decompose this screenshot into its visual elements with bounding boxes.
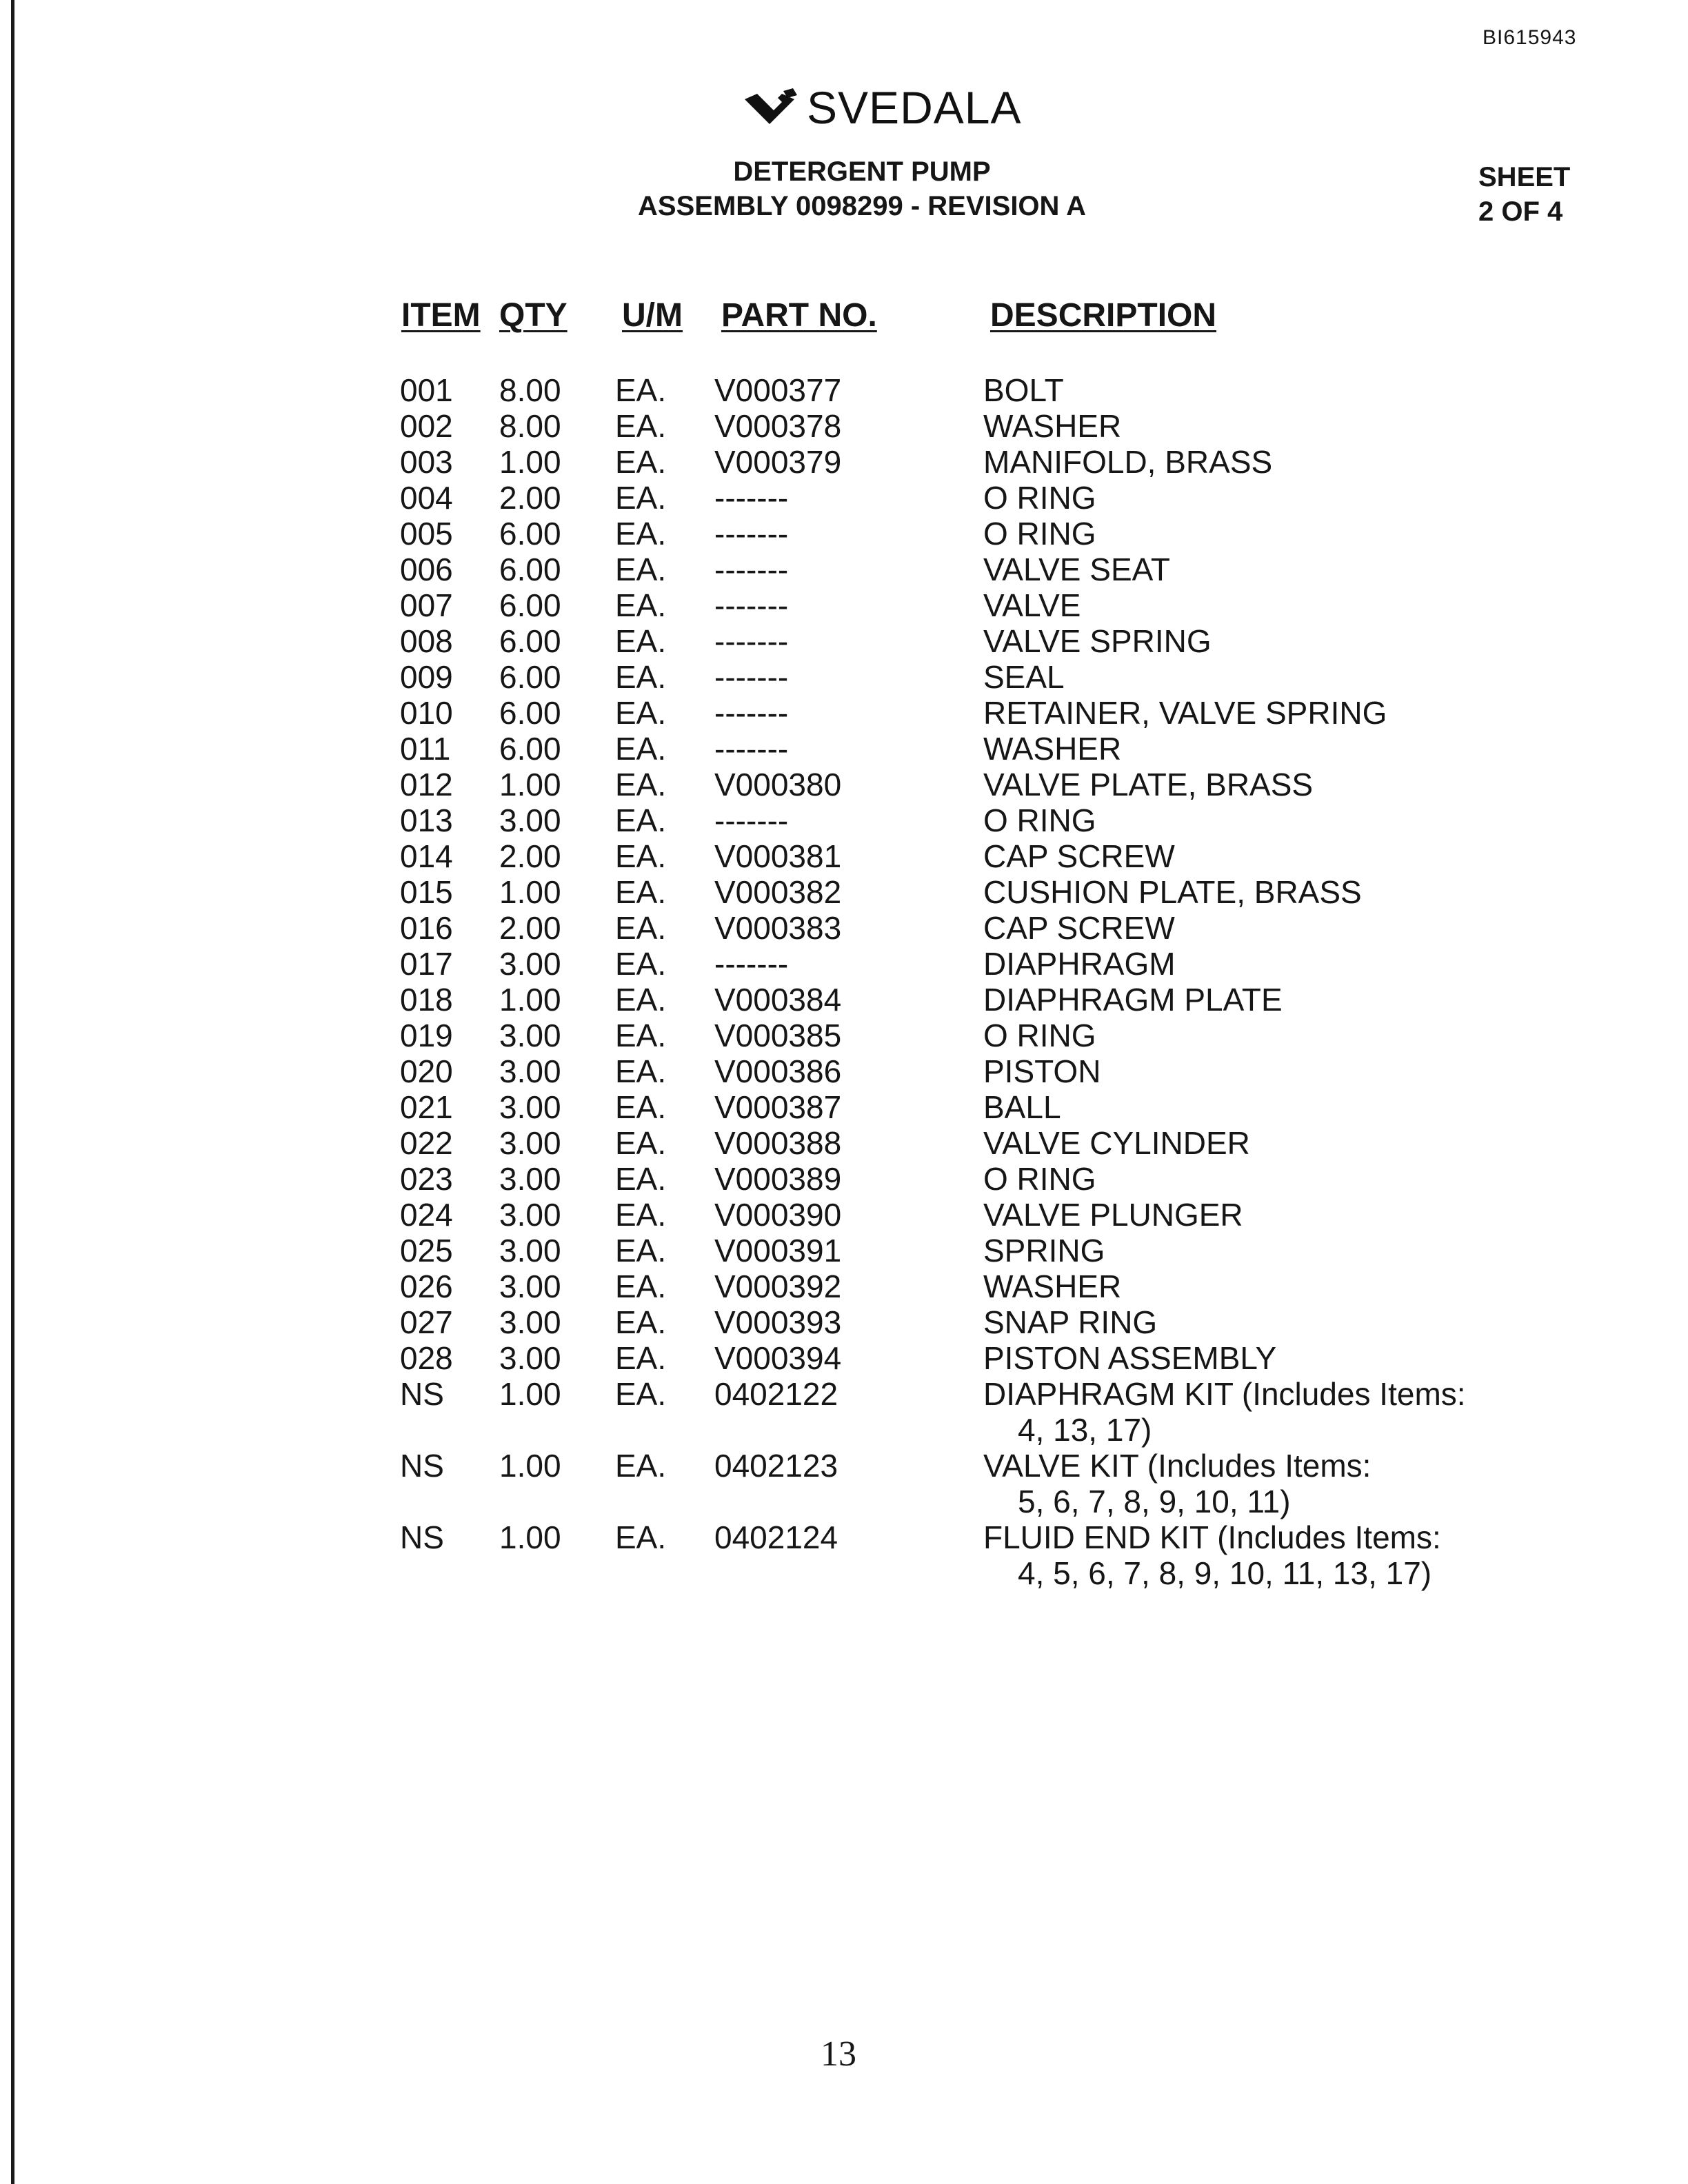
description-cell: SPRING	[983, 1233, 1105, 1268]
part-no-cell: -------	[714, 946, 789, 982]
description-cell: VALVE KIT (Includes Items:	[983, 1448, 1372, 1484]
part-no-cell: V000382	[714, 874, 842, 910]
item-cell: 011	[400, 731, 451, 767]
part-no-cell: -------	[714, 480, 789, 516]
table-row	[0, 1268, 1688, 1304]
table-row	[0, 802, 1688, 838]
item-cell: 027	[400, 1304, 453, 1340]
um-cell: EA.	[615, 372, 667, 408]
description-cell: MANIFOLD, BRASS	[983, 444, 1273, 480]
qty-cell: 3.00	[499, 1233, 561, 1268]
description-cell: DIAPHRAGM PLATE	[983, 982, 1283, 1018]
qty-cell: 3.00	[499, 802, 561, 838]
table-row	[0, 946, 1688, 982]
header-qty: QTY	[499, 297, 567, 334]
description-cell: VALVE SEAT	[983, 552, 1170, 587]
um-cell: EA.	[615, 623, 667, 659]
description-cell: FLUID END KIT (Includes Items:	[983, 1519, 1441, 1555]
item-cell: 023	[400, 1161, 453, 1197]
part-no-cell: -------	[714, 587, 789, 623]
item-cell: 021	[400, 1089, 453, 1125]
part-no-cell: V000387	[714, 1089, 842, 1125]
um-cell: EA.	[615, 982, 667, 1018]
title-line-1: DETERGENT PUMP	[733, 156, 991, 187]
table-row	[0, 623, 1688, 659]
description-cell: WASHER	[983, 408, 1122, 444]
part-no-cell: -------	[714, 552, 789, 587]
part-no-cell: V000383	[714, 910, 842, 946]
um-cell: EA.	[615, 802, 667, 838]
qty-cell: 6.00	[499, 695, 561, 731]
table-row	[0, 1304, 1688, 1340]
part-no-cell: 0402124	[714, 1519, 838, 1555]
table-row	[0, 1233, 1688, 1268]
item-cell: 025	[400, 1233, 453, 1268]
um-cell: EA.	[615, 1268, 667, 1304]
part-no-cell: -------	[714, 659, 789, 695]
part-no-cell: V000390	[714, 1197, 842, 1233]
qty-cell: 3.00	[499, 1161, 561, 1197]
part-no-cell: V000392	[714, 1268, 842, 1304]
item-cell: 024	[400, 1197, 453, 1233]
um-cell: EA.	[615, 480, 667, 516]
item-cell: 022	[400, 1125, 453, 1161]
item-cell: 006	[400, 552, 453, 587]
um-cell: EA.	[615, 1053, 667, 1089]
qty-cell: 3.00	[499, 1340, 561, 1376]
part-no-cell: V000386	[714, 1053, 842, 1089]
um-cell: EA.	[615, 767, 667, 802]
item-cell: 013	[400, 802, 453, 838]
description-cell: O RING	[983, 516, 1096, 552]
description-continuation: 5, 6, 7, 8, 9, 10, 11)	[1018, 1484, 1291, 1519]
item-cell: 002	[400, 408, 453, 444]
qty-cell: 2.00	[499, 910, 561, 946]
table-row	[0, 372, 1688, 408]
part-no-cell: V000388	[714, 1125, 842, 1161]
item-cell: 015	[400, 874, 453, 910]
table-row	[0, 874, 1688, 910]
description-cell: PISTON	[983, 1053, 1101, 1089]
part-no-cell: V000378	[714, 408, 842, 444]
qty-cell: 6.00	[499, 659, 561, 695]
part-no-cell: V000391	[714, 1233, 842, 1268]
item-cell: 017	[400, 946, 453, 982]
um-cell: EA.	[615, 1125, 667, 1161]
header-description: DESCRIPTION	[990, 297, 1217, 334]
table-row	[0, 587, 1688, 623]
um-cell: EA.	[615, 874, 667, 910]
um-cell: EA.	[615, 1304, 667, 1340]
parts-table	[0, 372, 1688, 1591]
qty-cell: 8.00	[499, 372, 561, 408]
item-cell: NS	[400, 1519, 444, 1555]
part-no-cell: -------	[714, 695, 789, 731]
table-row	[0, 767, 1688, 802]
table-row	[0, 1448, 1688, 1519]
description-cell: O RING	[983, 1018, 1096, 1053]
um-cell: EA.	[615, 1340, 667, 1376]
sheet-label: SHEET	[1478, 162, 1571, 192]
header-um: U/M	[622, 297, 683, 334]
um-cell: EA.	[615, 1161, 667, 1197]
svedala-logo-icon	[742, 87, 805, 128]
table-row	[0, 1340, 1688, 1376]
logo-wordmark: SVEDALA	[807, 82, 1022, 133]
table-row	[0, 1161, 1688, 1197]
document-title	[621, 154, 1103, 223]
um-cell: EA.	[615, 1376, 667, 1412]
title-line-2: ASSEMBLY 0098299 - REVISION A	[638, 191, 1086, 221]
table-row	[0, 1125, 1688, 1161]
description-continuation: 4, 5, 6, 7, 8, 9, 10, 11, 13, 17)	[1018, 1555, 1432, 1591]
table-row	[0, 516, 1688, 552]
item-cell: NS	[400, 1376, 444, 1412]
part-no-cell: V000394	[714, 1340, 842, 1376]
um-cell: EA.	[615, 516, 667, 552]
um-cell: EA.	[615, 552, 667, 587]
um-cell: EA.	[615, 910, 667, 946]
item-cell: 016	[400, 910, 453, 946]
table-row	[0, 1519, 1688, 1591]
um-cell: EA.	[615, 408, 667, 444]
qty-cell: 1.00	[499, 444, 561, 480]
part-no-cell: -------	[714, 802, 789, 838]
qty-cell: 3.00	[499, 946, 561, 982]
document-id: BI615943	[1483, 26, 1577, 49]
description-cell: CUSHION PLATE, BRASS	[983, 874, 1362, 910]
item-cell: 014	[400, 838, 453, 874]
qty-cell: 6.00	[499, 731, 561, 767]
description-cell: SEAL	[983, 659, 1065, 695]
qty-cell: 6.00	[499, 516, 561, 552]
qty-cell: 6.00	[499, 623, 561, 659]
description-cell: VALVE CYLINDER	[983, 1125, 1250, 1161]
description-cell: VALVE SPRING	[983, 623, 1212, 659]
qty-cell: 1.00	[499, 874, 561, 910]
description-cell: VALVE PLATE, BRASS	[983, 767, 1314, 802]
description-cell: SNAP RING	[983, 1304, 1158, 1340]
part-no-cell: V000379	[714, 444, 842, 480]
item-cell: 019	[400, 1018, 453, 1053]
qty-cell: 1.00	[499, 767, 561, 802]
description-cell: DIAPHRAGM KIT (Includes Items:	[983, 1376, 1466, 1412]
table-row	[0, 1089, 1688, 1125]
qty-cell: 3.00	[499, 1125, 561, 1161]
part-no-cell: -------	[714, 516, 789, 552]
table-row	[0, 1376, 1688, 1448]
description-cell: VALVE	[983, 587, 1081, 623]
header-item: ITEM	[401, 297, 481, 334]
item-cell: 003	[400, 444, 453, 480]
table-row	[0, 838, 1688, 874]
item-cell: 009	[400, 659, 453, 695]
item-cell: 005	[400, 516, 453, 552]
table-row	[0, 1018, 1688, 1053]
description-cell: O RING	[983, 802, 1096, 838]
item-cell: 028	[400, 1340, 453, 1376]
qty-cell: 1.00	[499, 1448, 561, 1484]
page-number: 13	[821, 2034, 856, 2074]
header-part-no: PART NO.	[721, 297, 877, 334]
qty-cell: 3.00	[499, 1053, 561, 1089]
description-cell: DIAPHRAGM	[983, 946, 1176, 982]
part-no-cell: -------	[714, 623, 789, 659]
item-cell: 001	[400, 372, 453, 408]
company-logo	[742, 81, 1021, 134]
part-no-cell: V000380	[714, 767, 842, 802]
part-no-cell: V000393	[714, 1304, 842, 1340]
um-cell: EA.	[615, 1018, 667, 1053]
description-cell: O RING	[983, 1161, 1096, 1197]
part-no-cell: V000381	[714, 838, 842, 874]
item-cell: 018	[400, 982, 453, 1018]
um-cell: EA.	[615, 1519, 667, 1555]
sheet-indicator	[1478, 160, 1570, 229]
table-row	[0, 408, 1688, 444]
um-cell: EA.	[615, 659, 667, 695]
item-cell: 012	[400, 767, 453, 802]
table-row	[0, 659, 1688, 695]
table-row	[0, 1197, 1688, 1233]
qty-cell: 2.00	[499, 838, 561, 874]
item-cell: 004	[400, 480, 453, 516]
part-no-cell: 0402123	[714, 1448, 838, 1484]
part-no-cell: -------	[714, 731, 789, 767]
item-cell: NS	[400, 1448, 444, 1484]
table-row	[0, 1053, 1688, 1089]
qty-cell: 3.00	[499, 1268, 561, 1304]
table-row	[0, 480, 1688, 516]
um-cell: EA.	[615, 587, 667, 623]
um-cell: EA.	[615, 731, 667, 767]
qty-cell: 3.00	[499, 1304, 561, 1340]
table-row	[0, 910, 1688, 946]
description-cell: WASHER	[983, 1268, 1122, 1304]
qty-cell: 3.00	[499, 1018, 561, 1053]
qty-cell: 6.00	[499, 587, 561, 623]
item-cell: 020	[400, 1053, 453, 1089]
qty-cell: 1.00	[499, 982, 561, 1018]
description-cell: WASHER	[983, 731, 1122, 767]
description-continuation: 4, 13, 17)	[1018, 1412, 1152, 1448]
um-cell: EA.	[615, 1233, 667, 1268]
item-cell: 008	[400, 623, 453, 659]
qty-cell: 6.00	[499, 552, 561, 587]
um-cell: EA.	[615, 946, 667, 982]
um-cell: EA.	[615, 444, 667, 480]
description-cell: CAP SCREW	[983, 838, 1175, 874]
description-cell: PISTON ASSEMBLY	[983, 1340, 1277, 1376]
table-row	[0, 552, 1688, 587]
qty-cell: 3.00	[499, 1089, 561, 1125]
qty-cell: 8.00	[499, 408, 561, 444]
description-cell: BOLT	[983, 372, 1064, 408]
description-cell: BALL	[983, 1089, 1061, 1125]
table-row	[0, 731, 1688, 767]
sheet-number: 2 OF 4	[1478, 196, 1563, 227]
part-no-cell: 0402122	[714, 1376, 838, 1412]
part-no-cell: V000384	[714, 982, 842, 1018]
table-row	[0, 695, 1688, 731]
part-no-cell: V000389	[714, 1161, 842, 1197]
table-row	[0, 444, 1688, 480]
um-cell: EA.	[615, 838, 667, 874]
part-no-cell: V000385	[714, 1018, 842, 1053]
part-no-cell: V000377	[714, 372, 842, 408]
description-cell: CAP SCREW	[983, 910, 1175, 946]
qty-cell: 1.00	[499, 1376, 561, 1412]
qty-cell: 3.00	[499, 1197, 561, 1233]
item-cell: 007	[400, 587, 453, 623]
table-row	[0, 982, 1688, 1018]
um-cell: EA.	[615, 1448, 667, 1484]
um-cell: EA.	[615, 1089, 667, 1125]
description-cell: RETAINER, VALVE SPRING	[983, 695, 1387, 731]
qty-cell: 1.00	[499, 1519, 561, 1555]
description-cell: VALVE PLUNGER	[983, 1197, 1243, 1233]
description-cell: O RING	[983, 480, 1096, 516]
um-cell: EA.	[615, 1197, 667, 1233]
item-cell: 010	[400, 695, 453, 731]
item-cell: 026	[400, 1268, 453, 1304]
um-cell: EA.	[615, 695, 667, 731]
qty-cell: 2.00	[499, 480, 561, 516]
